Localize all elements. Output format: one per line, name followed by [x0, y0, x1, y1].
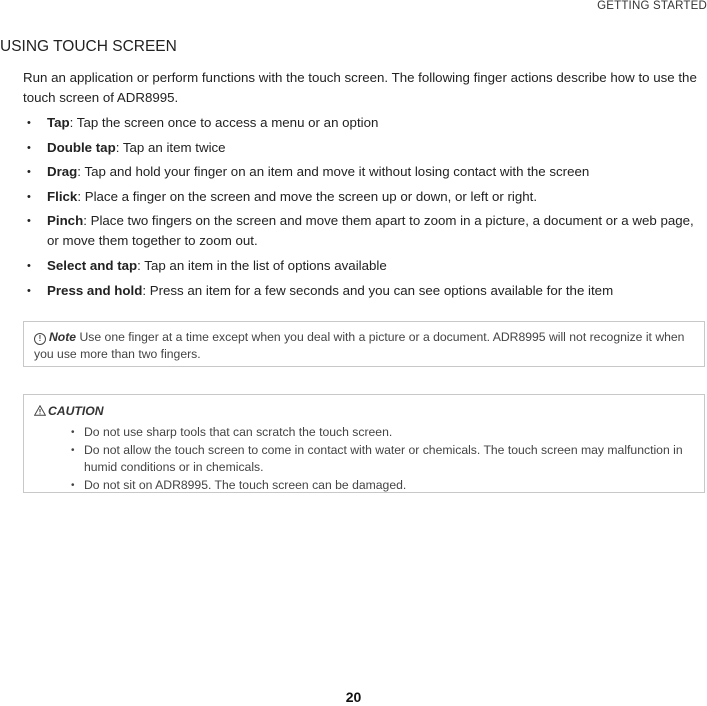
- action-term: Double tap: [47, 139, 116, 155]
- running-header: GETTING STARTED: [597, 0, 707, 12]
- bullet-icon: •: [27, 141, 31, 154]
- caution-text: Do not use sharp tools that can scratch the touch screen.: [84, 425, 393, 439]
- bullet-icon: •: [27, 215, 31, 228]
- list-item: [23, 162, 705, 182]
- bullet-icon: •: [27, 284, 31, 297]
- finger-actions-list: [23, 113, 705, 305]
- bullet-icon: •: [71, 427, 75, 438]
- caution-text: Do not allow the touch screen to come in contact with water or chemicals. The touch screen may malfunction in humid conditions or in chemicals.: [84, 443, 683, 474]
- caution-header: [34, 403, 694, 420]
- list-item: [34, 477, 694, 494]
- action-term: Flick: [47, 188, 78, 204]
- action-desc: : Tap an item in the list of options available: [137, 257, 387, 273]
- section-title: USING TOUCH SCREEN: [0, 38, 177, 55]
- list-item: [23, 138, 705, 158]
- action-desc: : Tap an item twice: [115, 139, 226, 155]
- bullet-icon: •: [27, 190, 31, 203]
- list-item: [23, 113, 705, 133]
- action-desc: : Tap and hold your finger on an item and move it without losing contact with the screen: [77, 164, 590, 180]
- intro-paragraph: Run an application or perform functions with the touch screen. The following finger actions describe how to use the touch screen of ADR8995.: [23, 70, 697, 105]
- note-label: Note: [49, 330, 77, 344]
- warning-icon: [34, 405, 46, 416]
- action-term: Pinch: [47, 213, 84, 229]
- action-desc: : Press an item for a few seconds and you can see options available for the item: [142, 282, 614, 298]
- action-term: Tap: [47, 115, 70, 130]
- note-text: Use one finger at a time except when you deal with a picture or a document. ADR8995 will not recognize it when you use more than two fingers.: [34, 330, 685, 361]
- info-icon: !: [34, 333, 46, 345]
- caution-text: Do not sit on ADR8995. The touch screen can be damaged.: [84, 478, 407, 492]
- action-term: Drag: [47, 164, 78, 180]
- bullet-icon: •: [27, 166, 31, 179]
- action-term: Select and tap: [47, 257, 138, 273]
- action-desc: : Place two fingers on the screen and move them apart to zoom in a picture, a document or a web page, or move them together to zoom out.: [47, 213, 694, 249]
- caution-label: CAUTION: [48, 404, 104, 418]
- action-term: Press and hold: [47, 282, 143, 298]
- list-item: [23, 281, 705, 301]
- caution-box: [23, 394, 705, 493]
- action-desc: : Place a finger on the screen and move the screen up or down, or left or right.: [77, 188, 538, 204]
- list-item: [34, 442, 694, 476]
- bullet-icon: •: [71, 480, 75, 491]
- note-box: [23, 321, 705, 367]
- list-item: [23, 211, 705, 251]
- action-desc: : Tap the screen once to access a menu or an option: [69, 115, 379, 130]
- page-number: 20: [345, 689, 362, 705]
- list-item: [23, 187, 705, 207]
- bullet-icon: •: [71, 445, 75, 456]
- list-item: [23, 256, 705, 276]
- list-item: [34, 424, 694, 441]
- caution-list: [34, 424, 694, 494]
- bullet-icon: •: [27, 259, 31, 272]
- bullet-icon: •: [27, 117, 31, 129]
